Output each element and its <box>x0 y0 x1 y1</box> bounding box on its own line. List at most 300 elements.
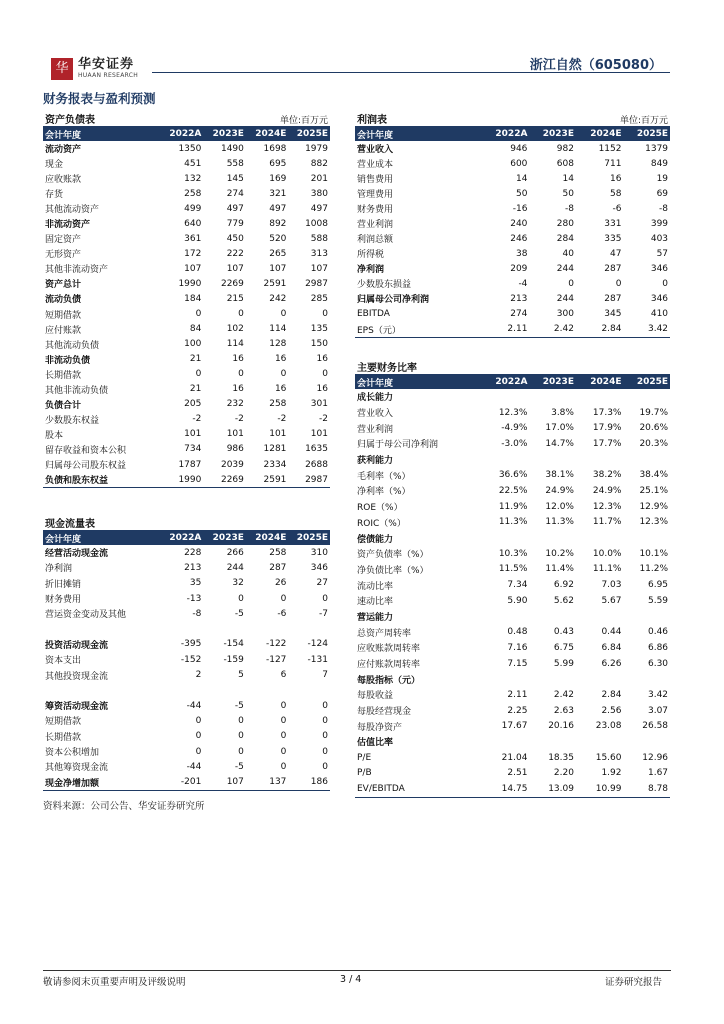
row-label: 短期借款 <box>45 310 82 321</box>
table-row <box>355 766 670 782</box>
cell-value: 3.42 <box>647 689 669 700</box>
row-label: 流动负债 <box>45 295 82 306</box>
cell-value: 21 <box>189 354 202 365</box>
row-label: P/E <box>357 752 372 763</box>
cell-value: 102 <box>226 324 244 335</box>
cell-value: 0 <box>568 278 574 289</box>
cell-value: 0 <box>280 369 287 380</box>
logo <box>51 58 138 80</box>
cell-value: 2.20 <box>553 768 574 779</box>
table-row <box>43 759 330 774</box>
cell-value: 100 <box>184 339 202 350</box>
cell-value: 11.2% <box>639 564 669 575</box>
table-row <box>355 562 670 578</box>
table-row <box>43 291 330 306</box>
cell-value: 0 <box>322 731 328 742</box>
cell-value: -2 <box>319 414 328 425</box>
cell-value: 101 <box>269 429 287 440</box>
cell-value: 2.51 <box>507 768 528 779</box>
cell-value: 0.44 <box>601 627 622 638</box>
column-header-label: 会计年度 <box>357 378 394 389</box>
table-row <box>43 352 330 367</box>
table-row <box>43 427 330 442</box>
cell-value: 2.56 <box>601 705 622 716</box>
cell-value: 0 <box>195 309 202 320</box>
column-header-year: 2025E <box>636 129 669 139</box>
cell-value: 310 <box>310 547 328 558</box>
table-row <box>43 442 330 457</box>
row-label: 少数股东损益 <box>357 280 412 291</box>
cell-value: 0 <box>195 369 202 380</box>
cell-value: 228 <box>184 547 202 558</box>
cell-value: 35 <box>189 578 202 589</box>
table-row <box>355 276 670 291</box>
cell-value: 38 <box>515 248 528 259</box>
cell-value: 608 <box>556 158 574 169</box>
cell-value: 244 <box>556 293 574 304</box>
cell-value: 11.1% <box>592 564 622 575</box>
cell-value: 399 <box>650 218 669 229</box>
table-row <box>43 652 330 667</box>
row-label: 归属母公司股东权益 <box>45 461 127 471</box>
cell-value: 0 <box>195 715 202 726</box>
table-row <box>43 261 330 276</box>
section-title: 财务报表与盈利预测 <box>43 91 156 106</box>
table-header-row <box>355 375 670 389</box>
table-row <box>43 156 330 171</box>
cash-flow-table <box>43 516 330 791</box>
cell-value: 2269 <box>220 474 244 485</box>
row-label: 其他非流动资产 <box>45 265 109 276</box>
table-caption <box>43 112 330 126</box>
cell-value: -124 <box>307 639 328 650</box>
column-header-year: 2022A <box>495 129 528 139</box>
cell-value: 14.7% <box>545 438 574 449</box>
table-row <box>355 687 670 703</box>
cell-value: 2.84 <box>601 324 622 335</box>
row-label: 少数股东权益 <box>45 415 100 426</box>
cell-value: 11.7% <box>592 517 622 528</box>
column-header-year: 2024E <box>255 533 287 543</box>
cell-value: -8 <box>564 203 574 214</box>
cell-value: 346 <box>650 263 669 274</box>
row-label: 每股净资产 <box>357 722 403 733</box>
row-label: 应收账款 <box>45 175 82 186</box>
cell-value: 892 <box>269 218 287 229</box>
cell-value: 16 <box>274 354 287 365</box>
row-label: 成长能力 <box>357 393 394 404</box>
cell-value: 2688 <box>305 459 328 470</box>
row-label: 其他投资现金流 <box>45 671 109 682</box>
cell-value: 258 <box>184 188 202 199</box>
company-title: 浙江自然（605080） <box>529 58 662 73</box>
row-label: 经营活动现金流 <box>45 549 109 560</box>
logo-en: HUAAN RESEARCH <box>78 72 139 79</box>
table-row <box>355 640 670 656</box>
row-label: 营业利润 <box>357 220 394 231</box>
source-note: 资料来源：公司公告、华安证券研究所 <box>43 801 205 812</box>
cell-value: 779 <box>226 218 244 229</box>
row-label: 留存收益和资本公积 <box>45 445 127 456</box>
column-header-year: 2022A <box>169 533 202 543</box>
cell-value: 213 <box>184 562 202 573</box>
table-caption <box>43 516 330 530</box>
table-row <box>43 201 330 216</box>
row-label: EPS（元） <box>357 325 401 336</box>
cell-value: 23.08 <box>595 721 622 732</box>
table-row <box>355 483 670 499</box>
table-row <box>355 577 670 593</box>
cell-value: 12.3% <box>498 407 528 418</box>
cell-value: 10.0% <box>592 548 622 559</box>
cell-value: -3.0% <box>501 438 528 449</box>
cell-value: 10.2% <box>545 548 574 559</box>
cell-value: 361 <box>184 233 202 244</box>
cell-value: 57 <box>656 248 669 259</box>
table-row <box>355 261 670 276</box>
page-number: 3 / 4 <box>340 974 362 985</box>
column-header-year: 2025E <box>296 533 328 543</box>
cell-value: 114 <box>226 339 244 350</box>
cell-value: 13.09 <box>548 784 574 795</box>
cell-value: 7 <box>322 670 328 681</box>
row-label: 营运能力 <box>357 612 394 623</box>
cell-value: 258 <box>269 399 287 410</box>
cell-value: 346 <box>310 562 328 573</box>
table-row <box>43 397 330 412</box>
row-label: 现金净增加额 <box>45 778 100 789</box>
table-row <box>355 420 670 436</box>
cell-value: 265 <box>269 248 287 259</box>
row-label: 投资活动现金流 <box>45 640 109 651</box>
section-row <box>355 530 670 546</box>
cell-value: 50 <box>515 188 528 199</box>
cell-value: 0 <box>280 746 287 757</box>
table-row <box>355 216 670 231</box>
table-row <box>43 367 330 382</box>
cell-value: 1379 <box>645 143 669 154</box>
table-row <box>43 560 330 575</box>
cell-value: 101 <box>310 429 328 440</box>
cell-value: 107 <box>310 263 328 274</box>
row-label: ROE（%） <box>357 503 403 514</box>
cell-value: 11.5% <box>498 564 528 575</box>
cell-value: 849 <box>650 158 669 169</box>
cell-value: 0 <box>322 309 328 320</box>
row-label: EV/EBITDA <box>357 784 405 795</box>
cell-value: 7.16 <box>507 642 528 653</box>
row-label: 管理费用 <box>357 190 394 201</box>
cell-value: 0 <box>322 746 328 757</box>
cell-value: 232 <box>226 399 244 410</box>
table-row <box>43 186 330 201</box>
cell-value: 169 <box>269 173 287 184</box>
cell-value: 215 <box>226 293 244 304</box>
cell-value: 7.03 <box>601 580 622 591</box>
cell-value: 184 <box>184 293 202 304</box>
cell-value: 20.6% <box>639 423 669 434</box>
cell-value: 380 <box>310 188 328 199</box>
row-label: 其他流动负债 <box>45 340 100 351</box>
cell-value: 5.59 <box>647 595 669 606</box>
cell-value: 2987 <box>305 474 328 485</box>
column-header-year: 2024E <box>590 377 622 387</box>
cell-value: 0.46 <box>647 627 669 638</box>
table-row <box>355 750 670 766</box>
table-row <box>355 405 670 421</box>
cell-value: 0 <box>280 700 287 711</box>
cell-value: 14 <box>515 173 528 184</box>
cell-value: 0 <box>322 369 328 380</box>
cell-value: 499 <box>184 203 202 214</box>
cell-value: 1281 <box>263 444 287 455</box>
cell-value: 16 <box>610 173 622 184</box>
cell-value: 11.3% <box>498 517 528 528</box>
cell-value: 734 <box>184 444 202 455</box>
cell-value: 6.86 <box>647 642 669 653</box>
footer-disclaimer[interactable]: 敬请参阅末页重要声明及评级说明 <box>43 977 186 988</box>
cell-value: 244 <box>556 263 574 274</box>
table-row <box>43 337 330 352</box>
cell-value: 58 <box>610 188 622 199</box>
cell-value: 345 <box>604 309 622 320</box>
cell-value: 16 <box>274 384 287 395</box>
cell-value: 6.92 <box>553 580 574 591</box>
cell-value: 0 <box>322 593 328 604</box>
cell-value: -154 <box>223 639 244 650</box>
cell-value: 2.25 <box>507 705 528 716</box>
row-label: 资产总计 <box>45 280 82 291</box>
row-label: 负债合计 <box>45 400 82 411</box>
table-row <box>355 246 670 261</box>
cell-value: 0 <box>322 715 328 726</box>
cell-value: 22.5% <box>498 485 528 496</box>
section-row <box>355 734 670 750</box>
table-row <box>43 774 330 789</box>
cell-value: 10.99 <box>595 784 622 795</box>
cell-value: 137 <box>269 777 287 788</box>
cell-value: 497 <box>269 203 287 214</box>
table-row <box>355 781 670 797</box>
cell-value: 0 <box>615 278 622 289</box>
cell-value: 242 <box>269 293 287 304</box>
cell-value: 107 <box>184 263 202 274</box>
cell-value: 982 <box>556 143 574 154</box>
cell-value: 410 <box>650 309 669 320</box>
cell-value: 0 <box>280 761 287 772</box>
cell-value: 0 <box>195 731 202 742</box>
cell-value: 287 <box>269 562 287 573</box>
cell-value: 12.3% <box>639 517 669 528</box>
cell-value: 285 <box>310 293 328 304</box>
cell-value: 287 <box>604 293 622 304</box>
row-label: 财务费用 <box>357 205 394 216</box>
cell-value: 114 <box>269 324 287 335</box>
column-header-year: 2023E <box>542 129 574 139</box>
cell-value: 6.26 <box>601 658 622 669</box>
table-title: 资产负债表 <box>45 115 95 126</box>
table-row <box>355 291 670 306</box>
cell-value: 5 <box>238 670 244 681</box>
row-label: 非流动负债 <box>45 355 91 366</box>
cell-value: 3.8% <box>551 407 574 418</box>
table-row <box>43 698 330 713</box>
cell-value: 135 <box>310 324 328 335</box>
cell-value: 11.3% <box>545 517 574 528</box>
cell-value: 20.16 <box>548 721 574 732</box>
cell-value: 27 <box>316 578 328 589</box>
cell-value: 107 <box>226 777 244 788</box>
cell-value: 38.1% <box>545 470 574 481</box>
table-row <box>43 729 330 744</box>
table-row <box>355 201 670 216</box>
row-label: 每股指标（元） <box>357 675 421 686</box>
cell-value: 1787 <box>178 459 202 470</box>
cell-value: 2591 <box>263 278 287 289</box>
column-header-year: 2023E <box>212 129 244 139</box>
row-label: 其他筹资现金流 <box>45 763 109 774</box>
cell-value: 15.60 <box>595 752 622 763</box>
cell-value: 21 <box>189 384 202 395</box>
cell-value: 12.9% <box>639 501 669 512</box>
cell-value: 5.90 <box>507 595 528 606</box>
cell-value: 6.84 <box>601 642 622 653</box>
cell-value: 6.75 <box>553 642 574 653</box>
cell-value: 313 <box>310 248 328 259</box>
cell-value: 240 <box>510 218 528 229</box>
table-row <box>355 515 670 531</box>
cell-value: 258 <box>269 547 287 558</box>
cell-value: 0 <box>238 309 244 320</box>
cell-value: 1635 <box>305 444 328 455</box>
financial-ratios-table <box>355 360 670 798</box>
cell-value: 101 <box>226 429 244 440</box>
cell-value: 1490 <box>220 143 244 154</box>
column-header-year: 2022A <box>169 129 202 139</box>
table-row <box>43 683 330 698</box>
cell-value: 0 <box>238 715 244 726</box>
row-label: 非流动资产 <box>45 220 91 231</box>
row-label: 其他流动资产 <box>45 205 100 216</box>
table-row <box>43 231 330 246</box>
cell-value: 84 <box>189 324 202 335</box>
row-label: 长期借款 <box>45 732 82 743</box>
cell-value: 107 <box>226 263 244 274</box>
table-title: 现金流量表 <box>45 519 95 530</box>
cell-value: 2591 <box>263 474 287 485</box>
row-label: 净负债比率（%） <box>357 565 429 576</box>
cell-value: 403 <box>650 233 669 244</box>
section-row <box>355 609 670 625</box>
cell-value: 17.9% <box>592 423 622 434</box>
cell-value: -44 <box>186 700 202 711</box>
section-row <box>355 671 670 687</box>
cell-value: 274 <box>510 309 528 320</box>
table-row <box>43 545 330 560</box>
cell-value: 986 <box>226 444 244 455</box>
row-label: 流动资产 <box>45 145 82 156</box>
table-row <box>43 667 330 682</box>
cell-value: 244 <box>226 562 244 573</box>
cell-value: 172 <box>184 248 202 259</box>
cell-value: 12.96 <box>642 752 669 763</box>
footer-divider <box>43 970 671 971</box>
cell-value: 11.4% <box>545 564 574 575</box>
cell-value: 47 <box>610 248 622 259</box>
cell-value: 21.04 <box>501 752 528 763</box>
cell-value: 2039 <box>220 459 244 470</box>
cell-value: 12.0% <box>545 501 574 512</box>
cell-value: 6.30 <box>647 658 669 669</box>
cell-value: -4.9% <box>501 423 528 434</box>
table-row <box>43 576 330 591</box>
cell-value: 150 <box>310 339 328 350</box>
cell-value: 946 <box>510 143 528 154</box>
table-row <box>355 593 670 609</box>
column-header-label: 会计年度 <box>45 534 82 545</box>
column-header-label: 会计年度 <box>45 130 82 141</box>
logo-text <box>78 58 138 80</box>
row-label: 营业利润 <box>357 424 394 435</box>
table-row <box>43 744 330 759</box>
table-row <box>43 412 330 427</box>
cell-value: 0 <box>238 369 244 380</box>
cell-value: -16 <box>512 203 528 214</box>
row-label: 营业成本 <box>357 160 394 171</box>
cell-value: 2334 <box>263 459 287 470</box>
cell-value: -159 <box>223 654 244 665</box>
cell-value: 2987 <box>305 278 328 289</box>
cell-value: 26 <box>274 578 287 589</box>
cell-value: 558 <box>226 158 244 169</box>
table-title: 主要财务比率 <box>357 363 417 374</box>
table-row <box>355 546 670 562</box>
cell-value: -127 <box>265 654 287 665</box>
table-row <box>43 472 330 487</box>
cell-value: 600 <box>510 158 528 169</box>
cell-value: 280 <box>556 218 574 229</box>
column-header-year: 2025E <box>296 129 328 139</box>
cell-value: 205 <box>184 399 202 410</box>
cell-value: -152 <box>180 654 202 665</box>
cell-value: 186 <box>310 777 328 788</box>
row-label: 估值比率 <box>357 738 394 749</box>
table-row <box>355 624 670 640</box>
table-row <box>43 637 330 652</box>
cell-value: -131 <box>307 654 328 665</box>
cell-value: 69 <box>656 188 669 199</box>
income-statement-table <box>355 112 670 338</box>
table-row <box>43 382 330 397</box>
row-label: 资产负债率（%） <box>357 550 429 561</box>
row-label: 销售费用 <box>357 175 394 186</box>
row-label: 存货 <box>45 190 64 201</box>
cell-value: 1990 <box>178 474 202 485</box>
table-row <box>43 276 330 291</box>
cell-value: 6 <box>280 670 287 681</box>
table-row <box>355 307 670 322</box>
row-label: 财务费用 <box>45 595 82 606</box>
column-header-year: 2024E <box>590 129 622 139</box>
cell-value: 20.3% <box>639 438 669 449</box>
table-row <box>355 656 670 672</box>
cell-value: 5.62 <box>553 595 574 606</box>
table-row <box>43 307 330 322</box>
table-row <box>355 156 670 171</box>
table-row <box>355 322 670 337</box>
column-header-label: 会计年度 <box>357 130 394 141</box>
cell-value: 331 <box>604 218 622 229</box>
